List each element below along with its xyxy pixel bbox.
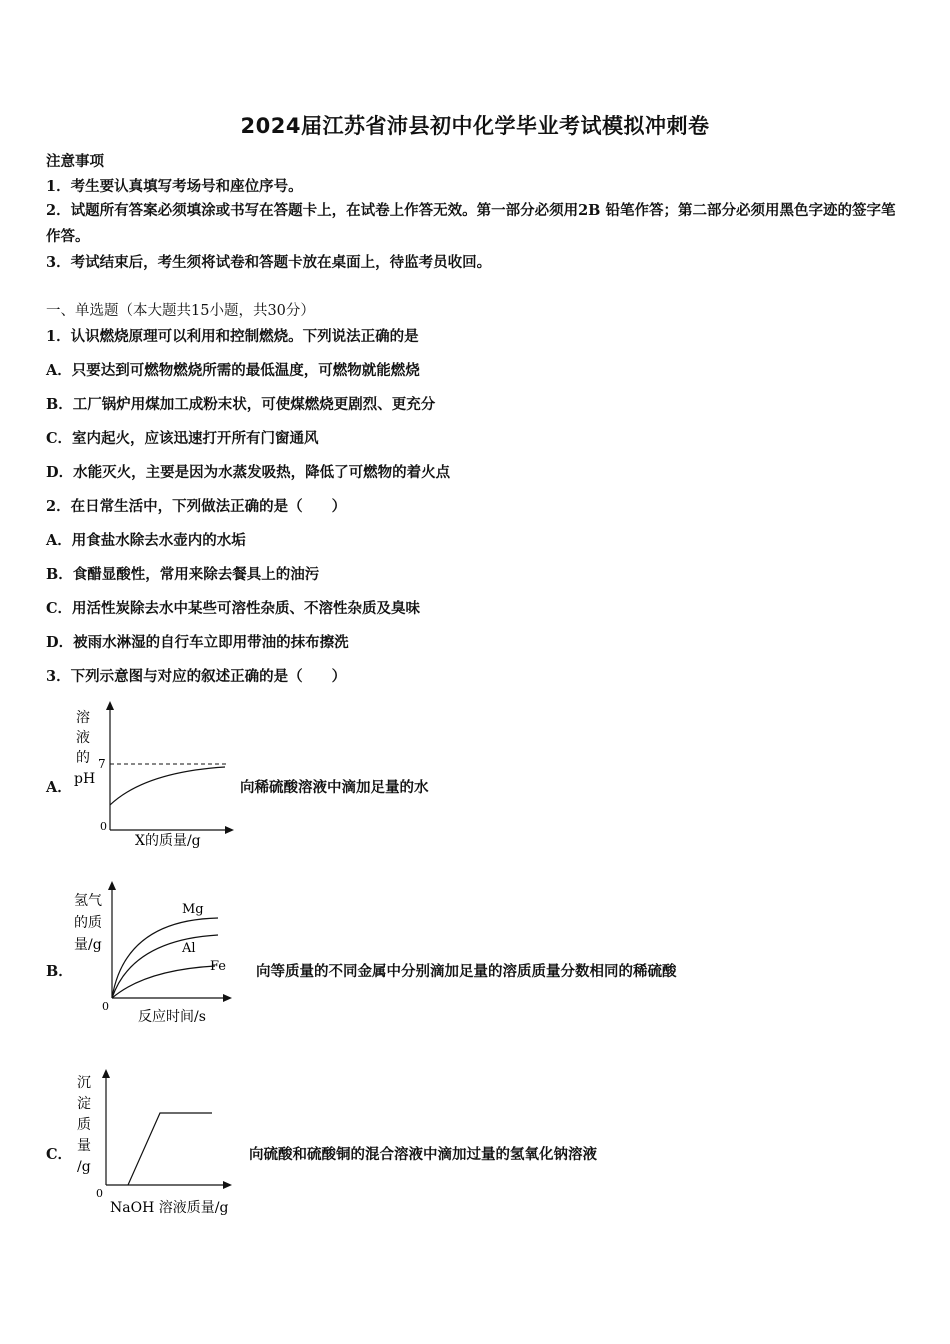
graph-c-y-label-5: /g bbox=[77, 1159, 91, 1175]
question-3-option-c-label[interactable]: C． bbox=[46, 1146, 73, 1163]
graph-c-x-label: NaOH 溶液质量/g bbox=[110, 1200, 229, 1216]
graph-a-y-label-1: 溶 bbox=[76, 710, 90, 726]
graph-a-y-label-3: 的 bbox=[76, 750, 90, 766]
question-3-option-c-text[interactable]: 向硫酸和硫酸铜的混合溶液中滴加过量的氢氧化钠溶液 bbox=[249, 1146, 597, 1163]
graph-c-origin: 0 bbox=[96, 1187, 103, 1200]
notice-item-1: 1．考生要认真填写考场号和座位序号。 bbox=[46, 178, 303, 195]
graph-c-line bbox=[128, 1113, 212, 1185]
graph-b-y-label-1: 氢气 bbox=[74, 893, 102, 909]
question-3-stem: 3．下列示意图与对应的叙述正确的是（ ） bbox=[46, 668, 347, 685]
graph-c-y-label-3: 质 bbox=[77, 1117, 91, 1133]
graph-b-label-al: Al bbox=[182, 941, 196, 956]
question-2-stem: 2．在日常生活中，下列做法正确的是（ ） bbox=[46, 498, 347, 515]
notice-item-2: 2．试题所有答案必须填涂或书写在答题卡上，在试卷上作答无效。第一部分必须用2B 铅笔作答；第二部分必须用黑色字迹的签字笔作答。 bbox=[46, 202, 896, 245]
notice-heading: 注意事项 bbox=[46, 153, 104, 170]
graph-b-y-label-2: 的质 bbox=[74, 915, 102, 931]
section-heading: 一、单选题（本大题共15小题，共30分） bbox=[46, 303, 315, 319]
graph-a-x-arrow bbox=[225, 826, 234, 834]
graph-a-origin: 0 bbox=[100, 820, 107, 833]
graph-c-x-arrow bbox=[223, 1181, 232, 1189]
graph-b-y-arrow bbox=[108, 881, 116, 890]
question-2-option-c[interactable]: C．用活性炭除去水中某些可溶性杂质、不溶性杂质及臭味 bbox=[46, 600, 421, 617]
graph-b-curve-mg bbox=[112, 918, 218, 998]
graph-a-y-arrow bbox=[106, 701, 114, 710]
graph-b-x-label: 反应时间/s bbox=[138, 1009, 206, 1025]
notice-item-3: 3．考试结束后，考生须将试卷和答题卡放在桌面上，待监考员收回。 bbox=[46, 254, 492, 271]
graph-b-origin: 0 bbox=[102, 1000, 109, 1013]
graph-b bbox=[70, 880, 245, 1030]
question-1-option-c[interactable]: C．室内起火，应该迅速打开所有门窗通风 bbox=[46, 430, 319, 447]
question-3-option-b-text[interactable]: 向等质量的不同金属中分别滴加足量的溶质质量分数相同的稀硫酸 bbox=[256, 963, 677, 980]
graph-a-x-label: X的质量/g bbox=[135, 833, 201, 849]
question-3-option-b-label[interactable]: B． bbox=[46, 963, 73, 980]
page-title: 2024届江苏省沛县初中化学毕业考试模拟冲刺卷 bbox=[240, 114, 710, 138]
graph-a-y-label-2: 液 bbox=[76, 730, 90, 746]
graph-c-y-label-2: 淀 bbox=[77, 1096, 91, 1112]
question-2-option-b[interactable]: B．食醋显酸性，常用来除去餐具上的油污 bbox=[46, 566, 320, 583]
graph-a bbox=[70, 700, 240, 855]
question-3-option-a-label[interactable]: A． bbox=[46, 779, 72, 796]
graph-a-curve bbox=[110, 767, 225, 805]
graph-b-label-mg: Mg bbox=[182, 902, 204, 917]
graph-c-y-label-1: 沉 bbox=[77, 1075, 91, 1091]
question-2-option-a[interactable]: A．用食盐水除去水壶内的水垢 bbox=[46, 532, 246, 549]
question-1-option-b[interactable]: B．工厂锅炉用煤加工成粉末状，可使煤燃烧更剧烈、更充分 bbox=[46, 396, 436, 413]
graph-c-y-label-4: 量 bbox=[77, 1138, 91, 1154]
question-3-option-a-text[interactable]: 向稀硫酸溶液中滴加足量的水 bbox=[240, 779, 429, 796]
graph-a-y-label-4: pH bbox=[74, 771, 96, 787]
question-1-option-a[interactable]: A．只要达到可燃物燃烧所需的最低温度，可燃物就能燃烧 bbox=[46, 362, 420, 379]
graph-b-y-label-3: 量/g bbox=[74, 937, 102, 953]
question-1-stem: 1．认识燃烧原理可以利用和控制燃烧。下列说法正确的是 bbox=[46, 328, 419, 345]
graph-b-label-fe: Fe bbox=[210, 959, 227, 974]
question-2-option-d[interactable]: D．被雨水淋湿的自行车立即用带油的抹布擦洗 bbox=[46, 634, 349, 651]
graph-a-y-tick: 7 bbox=[98, 757, 106, 771]
graph-b-x-arrow bbox=[223, 994, 232, 1002]
question-1-option-d[interactable]: D．水能灭火，主要是因为水蒸发吸热，降低了可燃物的着火点 bbox=[46, 464, 451, 481]
graph-c bbox=[70, 1065, 245, 1225]
graph-c-y-arrow bbox=[102, 1069, 110, 1078]
